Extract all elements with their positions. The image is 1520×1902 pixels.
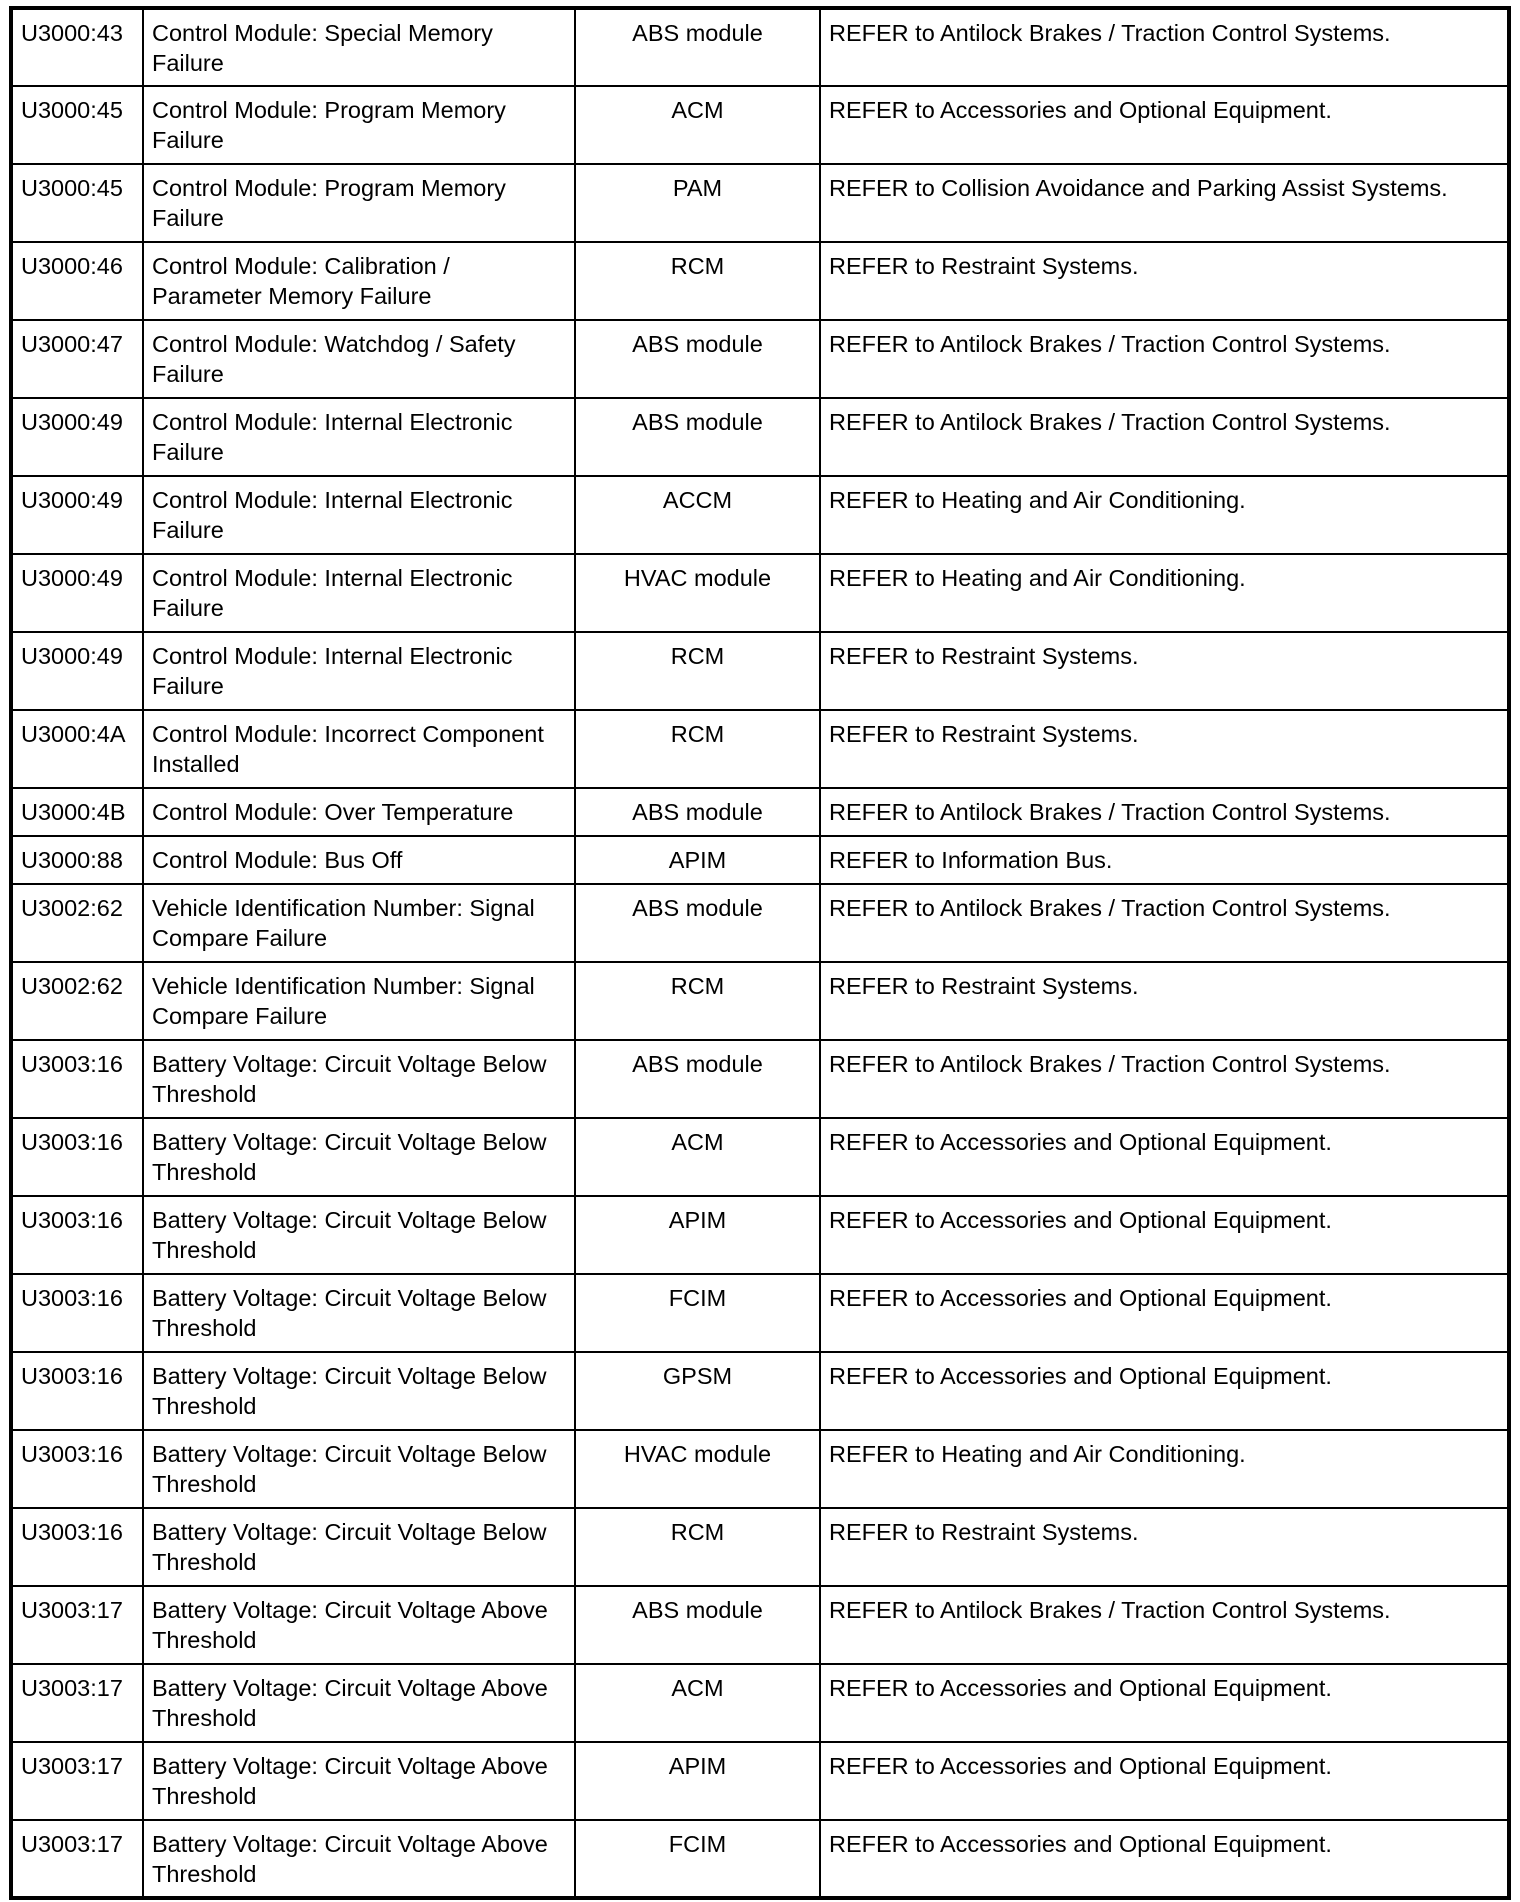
dtc-code-cell: U3000:45 — [11, 164, 143, 242]
description-cell: Control Module: Program Memory Failure — [143, 164, 575, 242]
action-cell: REFER to Accessories and Optional Equipment. — [820, 1352, 1509, 1430]
module-cell: ABS module — [575, 788, 820, 836]
table-row — [11, 1742, 1509, 1820]
action-cell: REFER to Restraint Systems. — [820, 632, 1509, 710]
module-cell: GPSM — [575, 1352, 820, 1430]
description-cell: Vehicle Identification Number: Signal Compare Failure — [143, 962, 575, 1040]
dtc-table — [9, 6, 1511, 1900]
dtc-code-cell: U3003:16 — [11, 1274, 143, 1352]
action-cell: REFER to Accessories and Optional Equipment. — [820, 1664, 1509, 1742]
action-cell: REFER to Accessories and Optional Equipment. — [820, 1820, 1509, 1898]
dtc-code-cell: U3000:49 — [11, 632, 143, 710]
dtc-table-body — [11, 8, 1509, 1898]
table-row — [11, 884, 1509, 962]
module-cell: ABS module — [575, 1586, 820, 1664]
description-cell: Control Module: Calibration / Parameter Memory Failure — [143, 242, 575, 320]
action-cell: REFER to Accessories and Optional Equipment. — [820, 1742, 1509, 1820]
module-cell: RCM — [575, 632, 820, 710]
action-cell: REFER to Restraint Systems. — [820, 962, 1509, 1040]
description-cell: Control Module: Watchdog / Safety Failure — [143, 320, 575, 398]
dtc-code-cell: U3003:16 — [11, 1352, 143, 1430]
dtc-code-cell: U3003:17 — [11, 1586, 143, 1664]
description-cell: Control Module: Internal Electronic Failure — [143, 398, 575, 476]
table-row — [11, 398, 1509, 476]
table-row — [11, 1118, 1509, 1196]
module-cell: HVAC module — [575, 554, 820, 632]
table-row — [11, 320, 1509, 398]
module-cell: APIM — [575, 836, 820, 884]
module-cell: ACM — [575, 1118, 820, 1196]
dtc-code-cell: U3000:88 — [11, 836, 143, 884]
module-cell: ABS module — [575, 320, 820, 398]
dtc-code-cell: U3000:46 — [11, 242, 143, 320]
dtc-code-cell: U3000:43 — [11, 8, 143, 86]
dtc-code-cell: U3002:62 — [11, 884, 143, 962]
description-cell: Control Module: Program Memory Failure — [143, 86, 575, 164]
action-cell: REFER to Accessories and Optional Equipment. — [820, 1196, 1509, 1274]
dtc-code-cell: U3000:4B — [11, 788, 143, 836]
dtc-code-cell: U3003:16 — [11, 1040, 143, 1118]
dtc-code-cell: U3003:17 — [11, 1742, 143, 1820]
module-cell: ABS module — [575, 8, 820, 86]
action-cell: REFER to Antilock Brakes / Traction Control Systems. — [820, 398, 1509, 476]
table-row — [11, 476, 1509, 554]
description-cell: Battery Voltage: Circuit Voltage Below Threshold — [143, 1274, 575, 1352]
table-row — [11, 1430, 1509, 1508]
table-row — [11, 242, 1509, 320]
description-cell: Control Module: Incorrect Component Installed — [143, 710, 575, 788]
description-cell: Battery Voltage: Circuit Voltage Below Threshold — [143, 1118, 575, 1196]
description-cell: Control Module: Internal Electronic Failure — [143, 554, 575, 632]
description-cell: Control Module: Internal Electronic Failure — [143, 632, 575, 710]
table-row — [11, 1196, 1509, 1274]
description-cell: Vehicle Identification Number: Signal Compare Failure — [143, 884, 575, 962]
dtc-code-cell: U3003:16 — [11, 1430, 143, 1508]
table-row — [11, 164, 1509, 242]
action-cell: REFER to Collision Avoidance and Parking Assist Systems. — [820, 164, 1509, 242]
module-cell: HVAC module — [575, 1430, 820, 1508]
module-cell: ACM — [575, 1664, 820, 1742]
description-cell: Battery Voltage: Circuit Voltage Above Threshold — [143, 1742, 575, 1820]
action-cell: REFER to Antilock Brakes / Traction Control Systems. — [820, 788, 1509, 836]
table-row — [11, 554, 1509, 632]
dtc-code-cell: U3002:62 — [11, 962, 143, 1040]
action-cell: REFER to Antilock Brakes / Traction Control Systems. — [820, 1040, 1509, 1118]
action-cell: REFER to Information Bus. — [820, 836, 1509, 884]
description-cell: Battery Voltage: Circuit Voltage Above Threshold — [143, 1664, 575, 1742]
table-row — [11, 788, 1509, 836]
dtc-code-cell: U3003:17 — [11, 1820, 143, 1898]
dtc-code-cell: U3003:17 — [11, 1664, 143, 1742]
table-row — [11, 1040, 1509, 1118]
description-cell: Control Module: Bus Off — [143, 836, 575, 884]
action-cell: REFER to Antilock Brakes / Traction Control Systems. — [820, 8, 1509, 86]
action-cell: REFER to Restraint Systems. — [820, 710, 1509, 788]
dtc-code-cell: U3003:16 — [11, 1196, 143, 1274]
table-row — [11, 1820, 1509, 1898]
module-cell: RCM — [575, 962, 820, 1040]
description-cell: Battery Voltage: Circuit Voltage Below Threshold — [143, 1352, 575, 1430]
table-row — [11, 86, 1509, 164]
description-cell: Battery Voltage: Circuit Voltage Above Threshold — [143, 1820, 575, 1898]
table-row — [11, 836, 1509, 884]
action-cell: REFER to Antilock Brakes / Traction Control Systems. — [820, 320, 1509, 398]
dtc-code-cell: U3003:16 — [11, 1118, 143, 1196]
action-cell: REFER to Accessories and Optional Equipment. — [820, 86, 1509, 164]
module-cell: PAM — [575, 164, 820, 242]
table-row — [11, 962, 1509, 1040]
description-cell: Battery Voltage: Circuit Voltage Below Threshold — [143, 1508, 575, 1586]
dtc-code-cell: U3000:4A — [11, 710, 143, 788]
module-cell: ACCM — [575, 476, 820, 554]
action-cell: REFER to Heating and Air Conditioning. — [820, 554, 1509, 632]
table-row — [11, 1586, 1509, 1664]
module-cell: RCM — [575, 710, 820, 788]
module-cell: ABS module — [575, 1040, 820, 1118]
description-cell: Battery Voltage: Circuit Voltage Below Threshold — [143, 1040, 575, 1118]
description-cell: Battery Voltage: Circuit Voltage Below Threshold — [143, 1430, 575, 1508]
description-cell: Control Module: Internal Electronic Failure — [143, 476, 575, 554]
table-row — [11, 1664, 1509, 1742]
table-row — [11, 632, 1509, 710]
action-cell: REFER to Antilock Brakes / Traction Control Systems. — [820, 1586, 1509, 1664]
dtc-code-cell: U3000:49 — [11, 476, 143, 554]
dtc-code-cell: U3000:45 — [11, 86, 143, 164]
description-cell: Control Module: Special Memory Failure — [143, 8, 575, 86]
action-cell: REFER to Heating and Air Conditioning. — [820, 1430, 1509, 1508]
dtc-code-cell: U3003:16 — [11, 1508, 143, 1586]
module-cell: RCM — [575, 1508, 820, 1586]
module-cell: ACM — [575, 86, 820, 164]
dtc-code-cell: U3000:49 — [11, 554, 143, 632]
module-cell: FCIM — [575, 1820, 820, 1898]
description-cell: Battery Voltage: Circuit Voltage Below Threshold — [143, 1196, 575, 1274]
dtc-code-cell: U3000:47 — [11, 320, 143, 398]
table-row — [11, 710, 1509, 788]
table-row — [11, 8, 1509, 86]
description-cell: Control Module: Over Temperature — [143, 788, 575, 836]
module-cell: FCIM — [575, 1274, 820, 1352]
action-cell: REFER to Restraint Systems. — [820, 242, 1509, 320]
module-cell: ABS module — [575, 884, 820, 962]
description-cell: Battery Voltage: Circuit Voltage Above Threshold — [143, 1586, 575, 1664]
table-row — [11, 1508, 1509, 1586]
action-cell: REFER to Restraint Systems. — [820, 1508, 1509, 1586]
action-cell: REFER to Accessories and Optional Equipment. — [820, 1118, 1509, 1196]
module-cell: RCM — [575, 242, 820, 320]
module-cell: APIM — [575, 1742, 820, 1820]
dtc-code-cell: U3000:49 — [11, 398, 143, 476]
action-cell: REFER to Heating and Air Conditioning. — [820, 476, 1509, 554]
action-cell: REFER to Accessories and Optional Equipment. — [820, 1274, 1509, 1352]
table-row — [11, 1274, 1509, 1352]
module-cell: APIM — [575, 1196, 820, 1274]
action-cell: REFER to Antilock Brakes / Traction Control Systems. — [820, 884, 1509, 962]
module-cell: ABS module — [575, 398, 820, 476]
table-row — [11, 1352, 1509, 1430]
